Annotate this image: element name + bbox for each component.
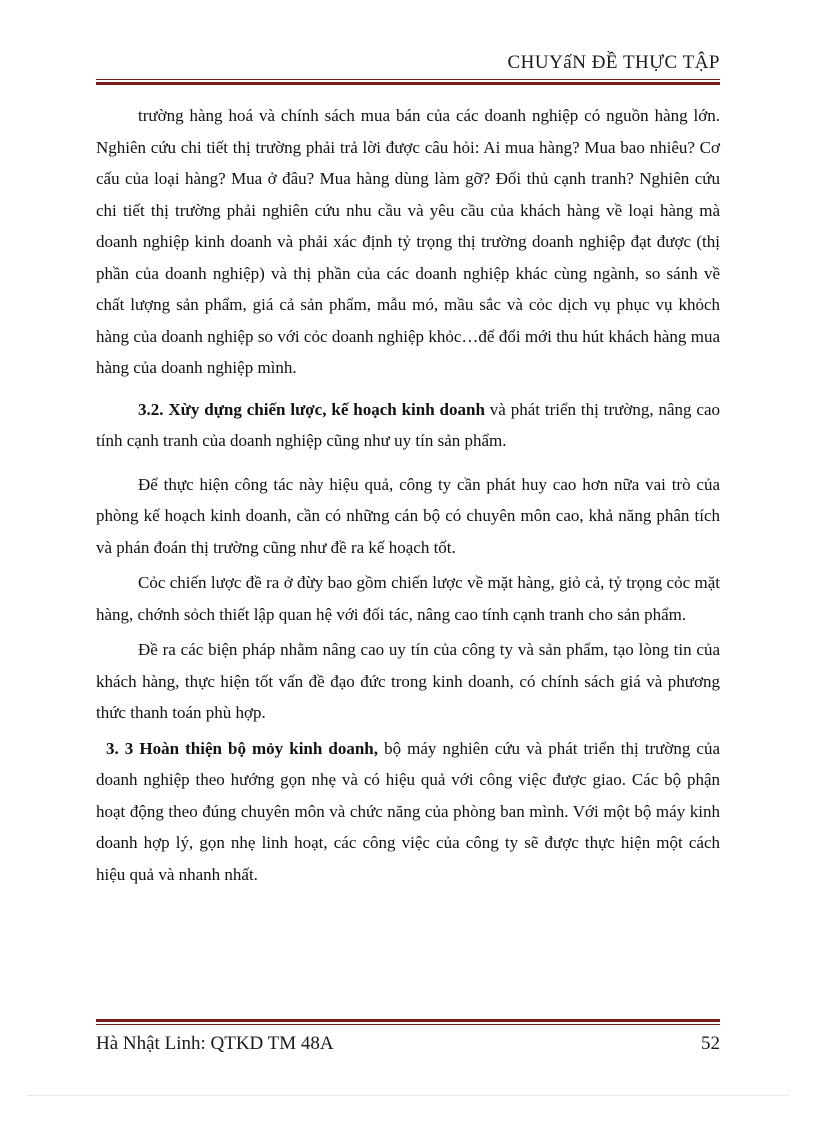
- footer-rule: [96, 1019, 720, 1025]
- paragraph-organization: [96, 733, 720, 891]
- header-rule: [96, 79, 720, 85]
- paragraph-implementation: Để thực hiện công tác này hiệu quả, công ty cần phát huy cao hơn nữa vai trò của phòng kế hoạch kinh doanh, cần có những cán bộ có chuyên môn cao, khả năng phân tích và phán đoán thị trường cũng như đề ra kế hoạch tốt.: [96, 474, 720, 557]
- footer-author: Hà Nhật Linh: QTKD TM 48A: [96, 1033, 334, 1054]
- page-number: 52: [701, 1033, 720, 1054]
- section-heading-3-2: 3.2. Xừy dựng chiến lược, kế hoạch kinh doanh: [138, 399, 485, 419]
- paragraph-strategy: [96, 394, 720, 457]
- section-heading-3-3: 3. 3 Hoàn thiện bộ mỏy kinh doanh,: [106, 738, 379, 758]
- page-header-title: CHUYấN ĐỀ THỰC TẬP: [507, 52, 720, 73]
- paragraph-market-research: trường hàng hoá và chính sách mua bán của các doanh nghiệp có nguồn hàng lớn. Nghiên cứu chi tiết thị trường phải trả lời được câu hỏi: Ai mua hàng? Mua bao nhiêu? Cơ cấu của loại hàng? Mua ở đâu? Mua hàng dùng làm gỡ? Đối thủ cạnh tranh? Nghiên cứu chi tiết thị trường phải nghiên cứu nhu cầu và yêu cầu của khách hàng về loại hàng mà doanh nghiệp kinh doanh và phải xác định tỷ trọng thị trường doanh nghiệp đạt được (thị phần của doanh nghiệp) và thị phần của các doanh nghiệp khác cùng ngành, so sánh về chất lượng sản phẩm, giá cả sản phẩm, mẫu mó, mầu sắc và cỏc dịch vụ phục vụ khỏch hàng của doanh nghiệp so với cỏc doanh nghiệp khỏc…để đổi mới thu hút khách hàng mua hàng của doanh nghiệp mình.: [96, 106, 720, 377]
- document-body: [96, 100, 720, 890]
- paragraph-strategy-text: và phát triển thị trường, nâng cao tính cạnh tranh của doanh nghiệp cũng như uy tín sản phẩm.: [96, 399, 720, 450]
- paragraph-reputation: Đề ra các biện pháp nhằm nâng cao uy tín của công ty và sản phẩm, tạo lòng tin của khách hàng, thực hiện tốt vấn đề đạo đức trong kinh doanh, có chính sách giá và phương thức thanh toán phù hợp.: [96, 640, 720, 722]
- paragraph-strategies: Cỏc chiến lược đề ra ở đừy bao gồm chiến lược về mặt hàng, giỏ cả, tỷ trọng cỏc mặt hàng, chớnh sỏch thiết lập quan hệ với đối tác, nâng cao tính cạnh tranh cho sản phẩm.: [96, 573, 720, 624]
- page-bottom-divider: [28, 1095, 788, 1096]
- paragraph-organization-text: bộ máy nghiên cứu và phát triển thị trường của doanh nghiệp theo hướng gọn nhẹ và có hiệu quả với công việc được giao. Các bộ phận hoạt động theo đúng chuyên môn và chức năng của phòng ban mình. Với một bộ máy kinh doanh hợp lý, gọn nhẹ linh hoạt, các công việc của công ty sẽ được thực hiện một cách hiệu quả và nhanh nhất.: [96, 738, 721, 884]
